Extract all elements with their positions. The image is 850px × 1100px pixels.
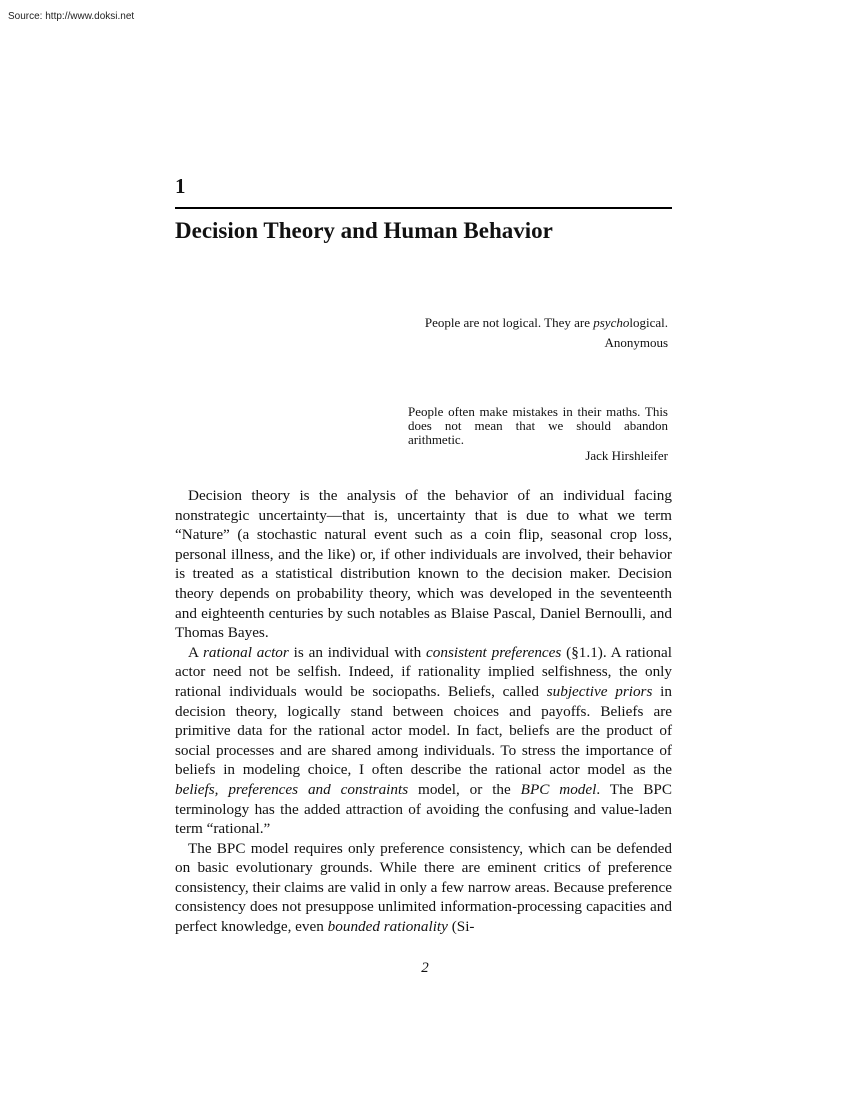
chapter-rule [175,207,672,209]
chapter-title: Decision Theory and Human Behavior [175,218,553,243]
paragraph-1: Decision theory is the analysis of the behavior of an individual facing nonstrategic uncertainty—that is, uncertainty that is due to what we term “Nature” (a stochastic natural event such as a coin flip, seasonal crop loss, personal illness, and the like) or, if other individuals are involved, their behavior is treated as a statistical distribution known to the decision maker. Decision theory depends on probability theory, which was developed in the seventeenth and eighteenth centuries by such notables as Blaise Pascal, Daniel Bernoulli, and Thomas Bayes. [175,487,672,642]
chapter-number: 1 [175,174,186,198]
epigraph-1 [408,314,668,351]
page-number: 2 [421,960,429,976]
epigraph-1-author: Anonymous [604,335,668,350]
body-text [175,486,672,937]
epigraph-2-text: People often make mistakes in their maths. This does not mean that we should abandon arithmetic. [408,404,668,447]
paragraph-2: A rational actor is an individual with consistent preferences (§1.1). A rational actor need not be selfish. Indeed, if rationality implied selfishness, the only rational individuals would be sociopaths. Beliefs, called subjective priors in decision theory, logically stand between choices and payoffs. Beliefs are primitive data for the rational actor model. In fact, beliefs are the product of social processes and are shared among individuals. To stress the importance of beliefs in modeling choice, I often describe the rational actor model as the beliefs, preferences and constraints model, or the BPC model. The BPC terminology has the added attraction of avoiding the confusing and value-laden term “rational.” [175,643,672,838]
source-label: Source: http://www.doksi.net [8,11,135,22]
paragraph-3: The BPC model requires only preference consistency, which can be defended on basic evolutionary grounds. While there are eminent critics of preference consistency, their claims are valid in only a few narrow areas. Because preference consistency does not presuppose unlimited information-processing capacities and perfect knowledge, even bounded rationality (Si- [175,839,672,936]
epigraph-2 [408,405,668,463]
epigraph-1-text: People are not logical. They are psychological. [424,315,668,330]
epigraph-2-author: Jack Hirshleifer [585,448,668,463]
